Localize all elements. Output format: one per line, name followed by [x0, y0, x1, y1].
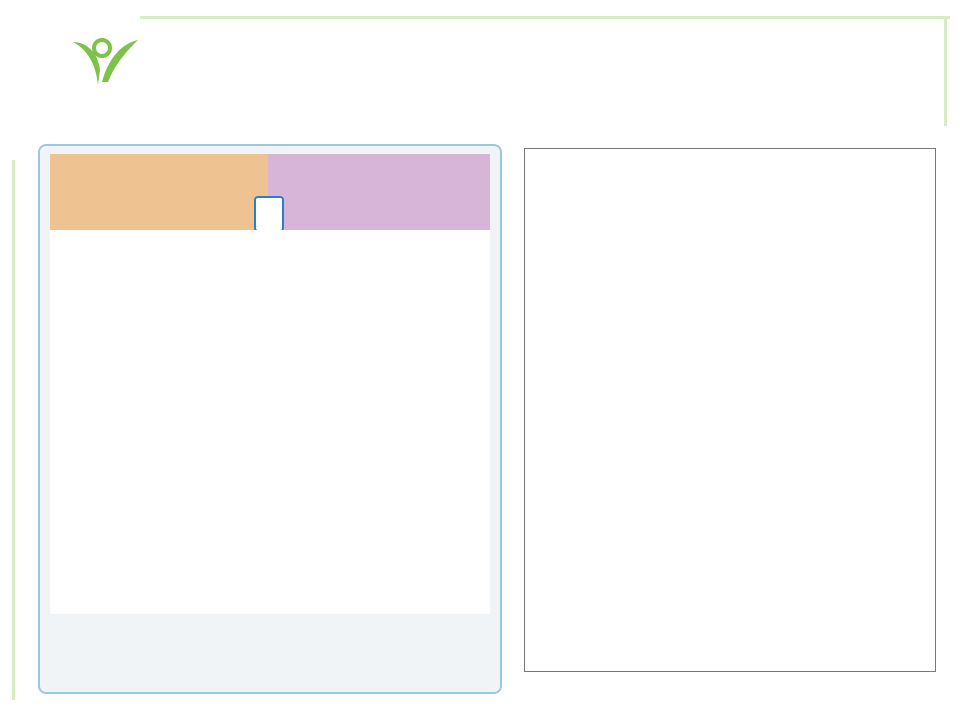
bacteria-table-grid [50, 230, 490, 614]
header-gram-positive [268, 154, 490, 230]
frame-line-top [140, 16, 950, 19]
bacteria-shapes-grid [524, 148, 936, 672]
f-badge [254, 196, 284, 232]
nis-logo [8, 30, 228, 130]
frame-line-right [944, 16, 947, 126]
frame-line-left [12, 160, 15, 700]
leaf-icon [58, 30, 148, 90]
header-gram-negative [50, 154, 268, 230]
